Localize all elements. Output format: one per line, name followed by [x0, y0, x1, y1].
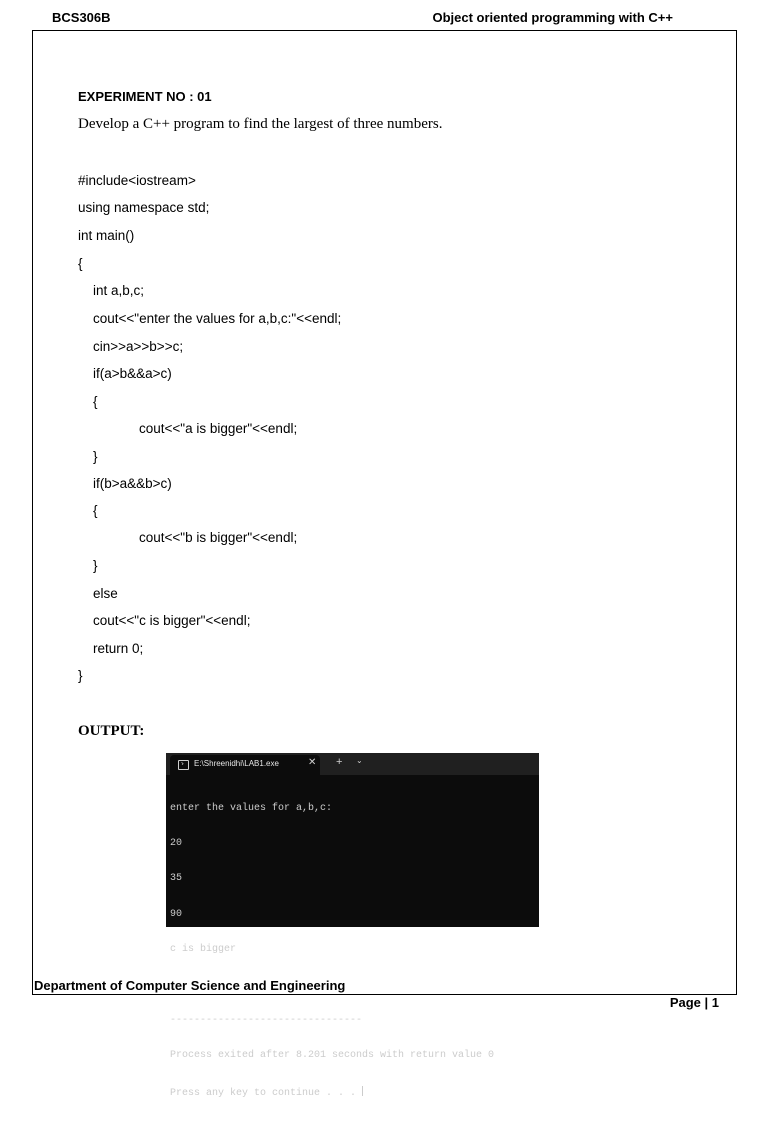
chevron-down-icon[interactable]: ⌄	[356, 756, 363, 765]
code-line: cout<<"c is bigger"<<endl;	[93, 613, 251, 628]
terminal-prompt-line	[170, 1086, 539, 1098]
experiment-title: EXPERIMENT NO : 01	[78, 89, 212, 104]
terminal-output	[166, 775, 539, 1121]
terminal-line: 20	[170, 837, 183, 849]
code-line: int a,b,c;	[93, 283, 145, 298]
code-line: else	[93, 586, 118, 601]
terminal-line: 35	[170, 873, 183, 885]
terminal-tab[interactable]	[170, 755, 320, 775]
code-line: }	[93, 449, 98, 464]
terminal-tab-bar	[166, 753, 539, 775]
page-number: Page | 1	[669, 995, 719, 1010]
terminal-line: enter the values for a,b,c:	[170, 802, 333, 814]
code-line: }	[93, 558, 98, 573]
code-line: {	[93, 394, 98, 409]
new-tab-icon[interactable]: +	[336, 756, 343, 768]
code-line: if(a>b&&a>c)	[93, 366, 172, 381]
course-code: BCS306B	[52, 10, 111, 25]
code-line: using namespace std;	[78, 200, 210, 215]
code-line: #include<iostream>	[78, 173, 196, 188]
footer-department: Department of Computer Science and Engineering	[34, 978, 346, 993]
terminal-line: c is bigger	[170, 944, 237, 956]
terminal-line: 90	[170, 908, 183, 920]
close-icon[interactable]: ✕	[308, 757, 317, 768]
code-line: cout<<"a is bigger"<<endl;	[139, 421, 298, 436]
code-line: {	[78, 256, 83, 271]
experiment-description: Develop a C++ program to find the largest of three numbers.	[78, 116, 443, 132]
code-line: int main()	[78, 228, 135, 243]
code-line: if(b>a&&b>c)	[93, 476, 172, 491]
terminal-line: Process exited after 8.201 seconds with return value 0	[170, 1050, 495, 1062]
code-line: cin>>a>>b>>c;	[93, 339, 184, 354]
output-label: OUTPUT:	[78, 723, 145, 739]
terminal-icon	[178, 760, 189, 770]
code-line: return 0;	[93, 641, 144, 656]
terminal-line: --------------------------------	[170, 1014, 363, 1026]
code-line: cout<<"b is bigger"<<endl;	[139, 530, 298, 545]
code-line: cout<<"enter the values for a,b,c:"<<endl;	[93, 311, 342, 326]
code-line: }	[78, 668, 83, 683]
code-line: {	[93, 503, 98, 518]
terminal-cursor	[362, 1086, 363, 1096]
terminal-line-text: Press any key to continue . . .	[170, 1087, 363, 1099]
terminal-tab-title: E:\Shreenidhi\LAB1.exe	[194, 759, 279, 768]
course-title: Object oriented programming with C++	[432, 10, 673, 25]
